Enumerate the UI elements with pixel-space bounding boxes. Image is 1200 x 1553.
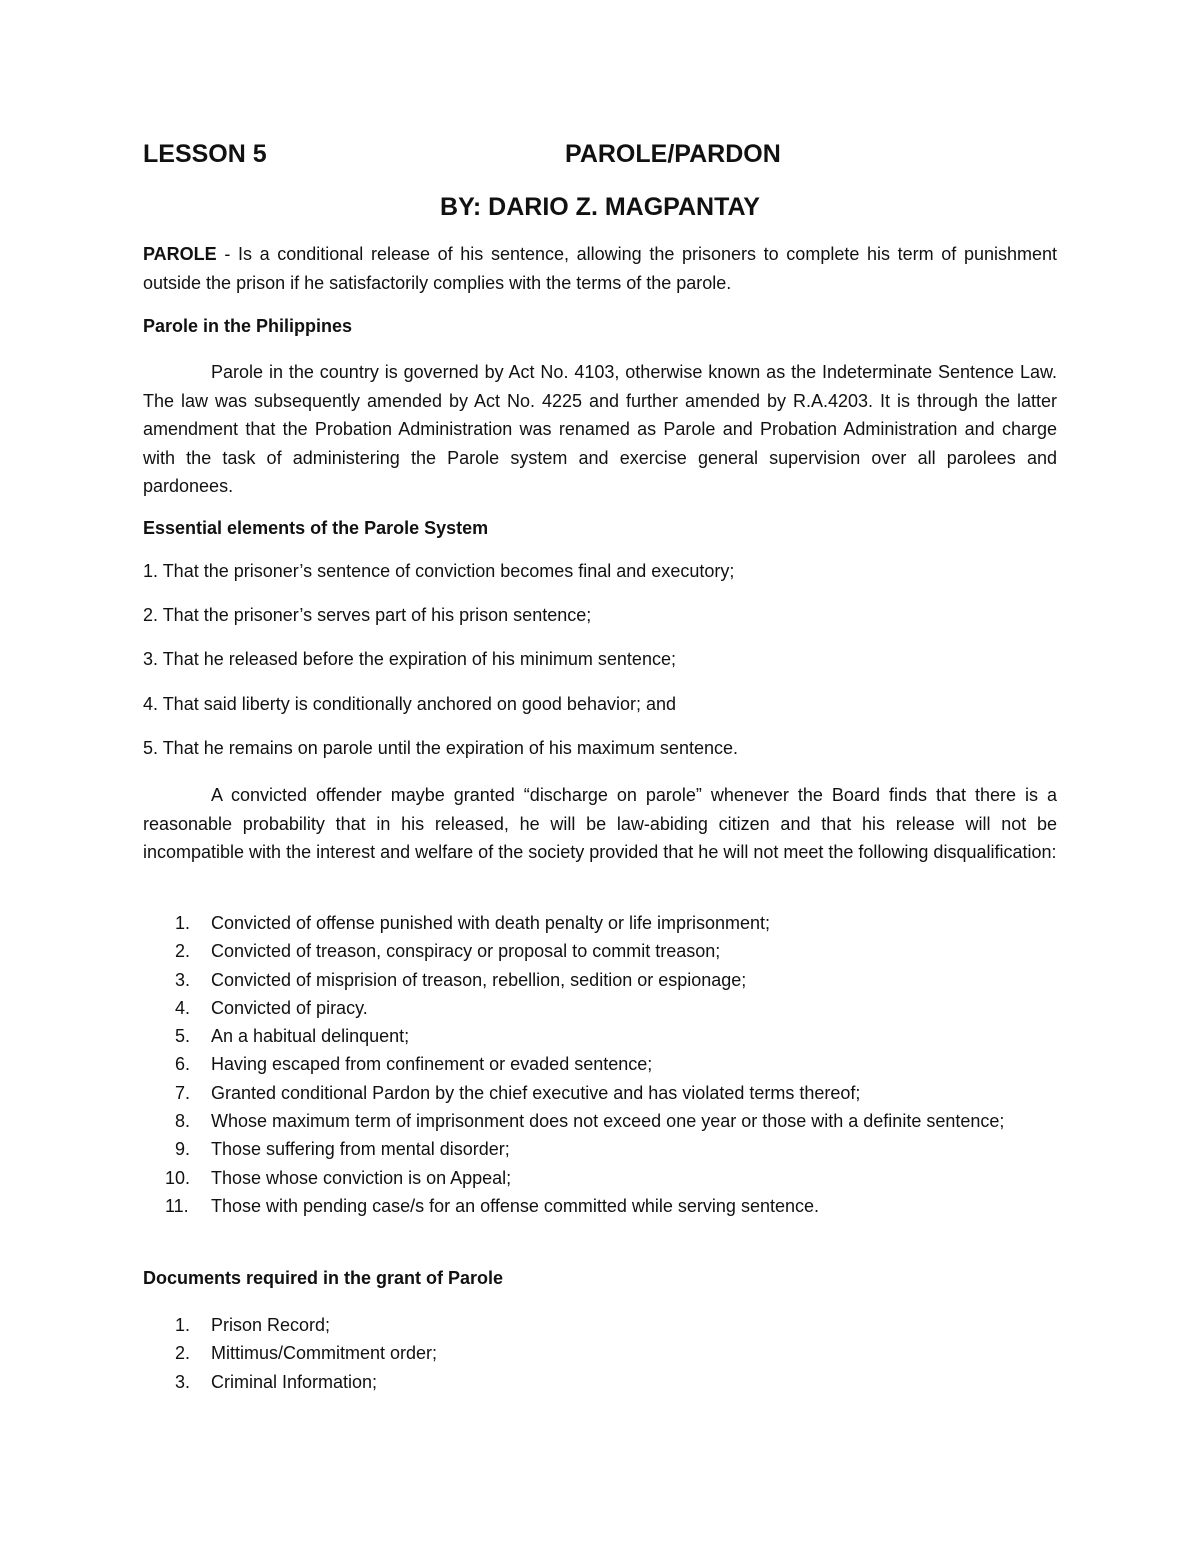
list-text: Having escaped from confinement or evaded sentence;	[211, 1054, 653, 1075]
list-number: 9.	[175, 1139, 191, 1160]
element-item: 3. That he released before the expiration of his minimum sentence;	[143, 649, 676, 669]
list-text: Convicted of piracy.	[211, 997, 368, 1018]
list-item	[143, 909, 1057, 937]
list-text: Those suffering from mental disorder;	[211, 1139, 510, 1160]
list-item	[143, 1135, 1057, 1163]
list-text: Mittimus/Commitment order;	[211, 1343, 438, 1364]
parole-definition	[143, 240, 1057, 297]
discharge-paragraph	[143, 781, 1057, 867]
list-text: Criminal Information;	[211, 1371, 378, 1392]
list-number: 3.	[175, 969, 191, 990]
section-heading-elements: Essential elements of the Parole System	[143, 518, 489, 538]
list-text: Those with pending case/s for an offense committed while serving sentence.	[211, 1195, 820, 1216]
list-number: 6.	[175, 1054, 191, 1075]
list-number: 11.	[165, 1195, 189, 1216]
element-item: 2. That the prisoner’s serves part of his prison sentence;	[143, 605, 592, 625]
list-number: 8.	[175, 1111, 191, 1132]
lesson-subject: PAROLE/PARDON	[565, 140, 781, 168]
list-item	[143, 1022, 1057, 1050]
section-heading-documents: Documents required in the grant of Parole	[143, 1268, 504, 1288]
definition-term: PAROLE	[143, 244, 217, 264]
list-item	[143, 1192, 1057, 1220]
list-number: 7.	[175, 1082, 191, 1103]
list-item	[143, 1368, 1057, 1396]
section-heading-philippines: Parole in the Philippines	[143, 316, 353, 336]
list-number: 2.	[175, 941, 191, 962]
list-item	[143, 1050, 1057, 1078]
list-item	[143, 937, 1057, 965]
list-item	[143, 994, 1057, 1022]
element-item: 1. That the prisoner’s sentence of conviction becomes final and executory;	[143, 561, 735, 581]
list-text: Granted conditional Pardon by the chief executive and has violated terms thereof;	[211, 1082, 861, 1103]
discharge-paragraph-text: A convicted offender maybe granted “discharge on parole” whenever the Board finds that there is a reasonable probability that in his released, he will be law-abiding citizen and that his release will not be incompatible with the interest and welfare of the society provided that he will not meet the following disqualification:	[143, 785, 1057, 862]
list-text: Those whose conviction is on Appeal;	[211, 1167, 512, 1188]
list-item	[143, 966, 1057, 994]
lesson-number: LESSON 5	[143, 140, 267, 168]
list-item	[143, 1107, 1057, 1135]
list-item	[143, 1079, 1057, 1107]
list-text: Whose maximum term of imprisonment does not exceed one year or those with a definite sentence;	[211, 1111, 1005, 1132]
list-number: 2.	[175, 1343, 191, 1364]
list-item	[143, 1164, 1057, 1192]
disqualification-list	[143, 909, 1057, 1220]
documents-list	[143, 1311, 1057, 1396]
philippines-paragraph	[143, 358, 1057, 501]
element-item: 4. That said liberty is conditionally anchored on good behavior; and	[143, 694, 677, 714]
list-number: 1.	[175, 1315, 191, 1335]
list-number: 5.	[175, 1026, 191, 1047]
list-item	[143, 1339, 1057, 1367]
definition-text: - Is a conditional release of his sentence, allowing the prisoners to complete his term of punishment outside the prison if he satisfactorily complies with the terms of the parole.	[143, 244, 1057, 293]
title-row	[143, 140, 1057, 180]
philippines-paragraph-text: Parole in the country is governed by Act No. 4103, otherwise known as the Indeterminate Sentence Law. The law was subsequently amended by Act No. 4225 and further amended by R.A.4203. It is through the latter amendment that the Probation Administration was renamed as Parole and Probation Administration and charge with the task of administering the Parole system and exercise general supervision over all parolees and pardonees.	[143, 362, 1057, 496]
list-text: Prison Record;	[211, 1315, 331, 1335]
author-byline: BY: DARIO Z. MAGPANTAY	[440, 193, 760, 221]
list-item	[143, 1311, 1057, 1339]
list-text: An a habitual delinquent;	[211, 1026, 410, 1047]
list-text: Convicted of treason, conspiracy or proposal to commit treason;	[211, 941, 721, 962]
list-number: 4.	[175, 997, 191, 1018]
list-number: 3.	[175, 1371, 191, 1392]
list-text: Convicted of offense punished with death penalty or life imprisonment;	[211, 913, 770, 933]
list-text: Convicted of misprision of treason, rebellion, sedition or espionage;	[211, 969, 747, 990]
list-number: 10.	[165, 1167, 191, 1188]
list-number: 1.	[175, 913, 191, 933]
element-item: 5. That he remains on parole until the expiration of his maximum sentence.	[143, 738, 738, 758]
